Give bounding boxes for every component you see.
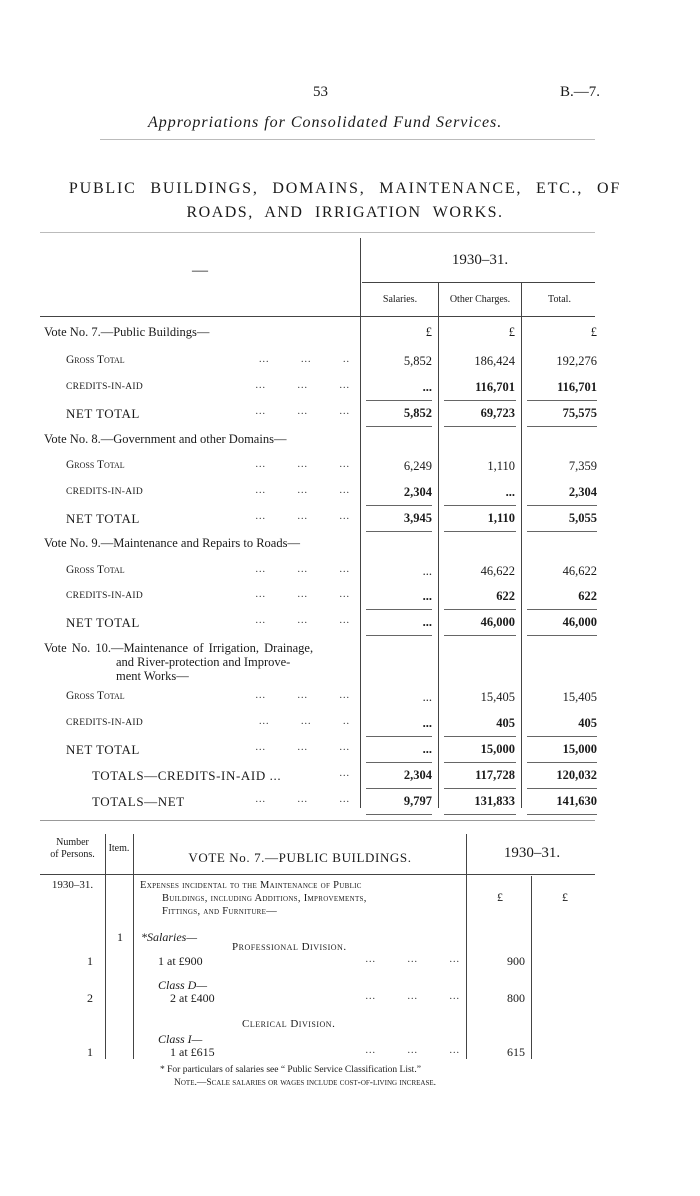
row-other-charges: £ bbox=[508, 325, 515, 339]
footnote-1: * For particulars of salaries see “ Public Service Classification List.” bbox=[160, 1065, 421, 1075]
row-total: 2,304 bbox=[568, 485, 597, 499]
row-leader-dots: ... ... ... bbox=[255, 459, 350, 470]
col-divider-item bbox=[133, 834, 134, 1059]
row-total: 116,701 bbox=[557, 380, 597, 394]
d-line: 2 at £400 bbox=[170, 991, 215, 1005]
row-leader-dots: ... ... .. bbox=[259, 354, 350, 365]
row-total: £ bbox=[590, 325, 597, 339]
row-label: Gross Total bbox=[66, 690, 125, 702]
row-label: Vote No. 9.—Maintenance and Repairs to Roads— bbox=[44, 536, 300, 550]
row-label: NET TOTAL bbox=[66, 406, 140, 421]
page-number: 53 bbox=[313, 84, 328, 100]
totals-rule bbox=[444, 788, 516, 789]
subtotal-rule bbox=[366, 400, 432, 401]
row-label: CREDITS-IN-AID bbox=[66, 718, 144, 728]
row-total: 5,055 bbox=[568, 511, 597, 525]
prof-persons: 1 bbox=[87, 954, 93, 968]
col-number: Number bbox=[56, 837, 89, 848]
row-label: Vote No. 7.—Public Buildings— bbox=[44, 325, 210, 339]
vote7-year: 1930–31. bbox=[503, 845, 561, 861]
totals-rule bbox=[527, 814, 597, 815]
subtotal-rule bbox=[366, 609, 432, 610]
row-label: CREDITS-IN-AID bbox=[66, 591, 144, 601]
year-heading: 1930–31. bbox=[451, 252, 509, 268]
i-persons: 1 bbox=[87, 1045, 93, 1059]
row-salaries: ... bbox=[422, 690, 432, 704]
net-rule bbox=[366, 635, 432, 636]
class-d: Class D— bbox=[158, 978, 208, 992]
subtotal-rule bbox=[527, 609, 597, 610]
row-other-charges: ... bbox=[505, 485, 515, 499]
row-label: NET TOTAL bbox=[66, 742, 140, 757]
document-reference: B.—7. bbox=[560, 84, 601, 100]
row-salaries: 6,249 bbox=[403, 459, 432, 473]
row-total: 15,000 bbox=[562, 742, 597, 756]
row-other-charges: 46,000 bbox=[480, 615, 515, 629]
row-label: Gross Total bbox=[66, 564, 125, 576]
row-leader-dots: ... ... ... bbox=[255, 690, 350, 701]
d-persons: 2 bbox=[87, 991, 93, 1005]
net-rule bbox=[366, 426, 432, 427]
totals-leader-dots: ... ... ... bbox=[255, 794, 350, 805]
row-leader-dots: ... ... .. bbox=[259, 716, 350, 727]
row-label: Gross Total bbox=[66, 354, 125, 366]
row-total: 7,359 bbox=[568, 459, 597, 473]
totals-rule bbox=[444, 814, 516, 815]
header-bottom-rule bbox=[40, 316, 595, 317]
row-other-charges: 46,622 bbox=[480, 564, 515, 578]
footnote-2: Note.—Scale salaries or wages include cost-of-living increase. bbox=[174, 1078, 437, 1088]
row-other-charges: 1,110 bbox=[487, 511, 515, 525]
expenses-line1: Expenses incidental to the Maintenance of Public bbox=[140, 880, 362, 891]
row-total: 192,276 bbox=[556, 354, 597, 368]
row-label: NET TOTAL bbox=[66, 511, 140, 526]
totals-total: 141,630 bbox=[556, 794, 597, 808]
row-leader-dots: ... ... ... bbox=[255, 511, 350, 522]
totals-leader-dots: ... bbox=[339, 768, 350, 779]
salaries-label: *Salaries— bbox=[141, 930, 198, 944]
expenses-line2: Buildings, including Additions, Improvements, bbox=[162, 893, 367, 904]
row-other-charges: 69,723 bbox=[480, 406, 515, 420]
prof-dots: ... ... ... bbox=[365, 954, 460, 965]
net-rule bbox=[444, 635, 516, 636]
row-salaries: 5,852 bbox=[403, 354, 432, 368]
totals-other-charges: 117,728 bbox=[475, 768, 515, 782]
currency-1: £ bbox=[497, 890, 503, 904]
totals-rule bbox=[527, 788, 597, 789]
row-label: NET TOTAL bbox=[66, 615, 140, 630]
col-divider-amount bbox=[531, 876, 532, 1059]
totals-salaries: 2,304 bbox=[403, 768, 432, 782]
row-total: 15,405 bbox=[562, 690, 597, 704]
col-divider-description bbox=[466, 834, 467, 1059]
row-total: 405 bbox=[578, 716, 597, 730]
prof-line: 1 at £900 bbox=[158, 954, 203, 968]
net-rule bbox=[444, 426, 516, 427]
totals-salaries: 9,797 bbox=[403, 794, 432, 808]
row-label: Gross Total bbox=[66, 459, 125, 471]
subtotal-rule bbox=[527, 505, 597, 506]
net-rule bbox=[527, 531, 597, 532]
vote10-line3: ment Works— bbox=[116, 669, 189, 683]
col-divider-persons bbox=[105, 834, 106, 1059]
totals-rule bbox=[366, 788, 432, 789]
col-other-charges: Other Charges. bbox=[449, 294, 511, 305]
class-i: Class I— bbox=[158, 1032, 203, 1046]
row-other-charges: 622 bbox=[496, 589, 515, 603]
row-leader-dots: ... ... ... bbox=[255, 406, 350, 417]
row-total: 622 bbox=[578, 589, 597, 603]
d-amount: 800 bbox=[507, 991, 525, 1005]
vote7-heading: VOTE No. 7.—PUBLIC BUILDINGS. bbox=[188, 850, 412, 865]
row-salaries: ... bbox=[422, 380, 432, 394]
row-salaries: ... bbox=[422, 742, 432, 756]
row-total: 46,622 bbox=[562, 564, 597, 578]
dash: — bbox=[192, 262, 208, 279]
net-rule bbox=[444, 762, 516, 763]
subtotal-rule bbox=[527, 400, 597, 401]
page-subtitle: Appropriations for Consolidated Fund Services. bbox=[148, 114, 503, 131]
row-salaries: 3,945 bbox=[403, 511, 432, 525]
net-rule bbox=[527, 762, 597, 763]
row-label: CREDITS-IN-AID bbox=[66, 487, 144, 497]
row-salaries: 2,304 bbox=[403, 485, 432, 499]
vote10-line2: and River-protection and Improve- bbox=[116, 655, 291, 669]
vote10-line1: Vote No. 10.—Maintenance of Irrigation, Drainage, bbox=[44, 641, 314, 655]
totals-total: 120,032 bbox=[556, 768, 597, 782]
persons-year: 1930–31. bbox=[51, 879, 94, 891]
subtotal-rule bbox=[444, 609, 516, 610]
section-title-line1: PUBLIC BUILDINGS, DOMAINS, MAINTENANCE, ETC., OF bbox=[68, 180, 622, 197]
header-rule bbox=[100, 139, 595, 140]
row-salaries: ... bbox=[422, 716, 432, 730]
item-number: 1 bbox=[117, 930, 123, 944]
i-dots: ... ... ... bbox=[365, 1045, 460, 1056]
vote7-header-rule bbox=[40, 874, 595, 875]
row-other-charges: 15,405 bbox=[480, 690, 515, 704]
net-rule bbox=[527, 426, 597, 427]
net-rule bbox=[366, 531, 432, 532]
row-other-charges: 15,000 bbox=[480, 742, 515, 756]
col-total: Total. bbox=[548, 294, 571, 305]
row-label: CREDITS-IN-AID bbox=[66, 382, 144, 392]
row-other-charges: 405 bbox=[496, 716, 515, 730]
summary-bottom-rule bbox=[40, 820, 595, 821]
clerical-division: Clerical Division. bbox=[242, 1018, 336, 1030]
expenses-line3: Fittings, and Furniture— bbox=[162, 906, 278, 917]
totals-label: TOTALS—CREDITS-IN-AID ... bbox=[92, 768, 282, 783]
row-other-charges: 116,701 bbox=[475, 380, 515, 394]
subtotal-rule bbox=[366, 505, 432, 506]
col-salaries: Salaries. bbox=[382, 294, 418, 305]
i-amount: 615 bbox=[507, 1045, 525, 1059]
section-title-line2: ROADS, AND IRRIGATION WORKS. bbox=[186, 204, 504, 221]
row-other-charges: 1,110 bbox=[487, 459, 515, 473]
row-leader-dots: ... ... ... bbox=[255, 485, 350, 496]
row-leader-dots: ... ... ... bbox=[255, 380, 350, 391]
prof-amount: 900 bbox=[507, 954, 525, 968]
currency-2: £ bbox=[562, 890, 568, 904]
row-salaries: 5,852 bbox=[403, 406, 432, 420]
net-rule bbox=[527, 635, 597, 636]
subtotal-rule bbox=[444, 400, 516, 401]
i-line: 1 at £615 bbox=[170, 1045, 215, 1059]
subtotal-rule bbox=[444, 736, 516, 737]
totals-other-charges: 131,833 bbox=[474, 794, 515, 808]
year-rule bbox=[362, 282, 595, 283]
row-salaries: ... bbox=[422, 615, 432, 629]
row-other-charges: 186,424 bbox=[474, 354, 515, 368]
row-leader-dots: ... ... ... bbox=[255, 589, 350, 600]
row-leader-dots: ... ... ... bbox=[255, 564, 350, 575]
row-leader-dots: ... ... ... bbox=[255, 615, 350, 626]
col-number-2: of Persons. bbox=[50, 849, 95, 860]
totals-rule bbox=[366, 814, 432, 815]
net-rule bbox=[444, 531, 516, 532]
subtotal-rule bbox=[366, 736, 432, 737]
col-item: Item. bbox=[108, 843, 130, 854]
row-salaries: £ bbox=[425, 325, 432, 339]
professional-division: Professional Division. bbox=[232, 941, 347, 953]
row-total: 46,000 bbox=[562, 615, 597, 629]
row-salaries: ... bbox=[422, 564, 432, 578]
row-leader-dots: ... ... ... bbox=[255, 742, 350, 753]
totals-label: TOTALS—NET bbox=[92, 794, 185, 809]
net-rule bbox=[366, 762, 432, 763]
subtotal-rule bbox=[527, 736, 597, 737]
row-total: 75,575 bbox=[562, 406, 597, 420]
row-label: Vote No. 8.—Government and other Domains— bbox=[44, 432, 287, 446]
subtotal-rule bbox=[444, 505, 516, 506]
d-dots: ... ... ... bbox=[365, 991, 460, 1002]
table-top-rule bbox=[40, 232, 595, 233]
row-salaries: ... bbox=[422, 589, 432, 603]
